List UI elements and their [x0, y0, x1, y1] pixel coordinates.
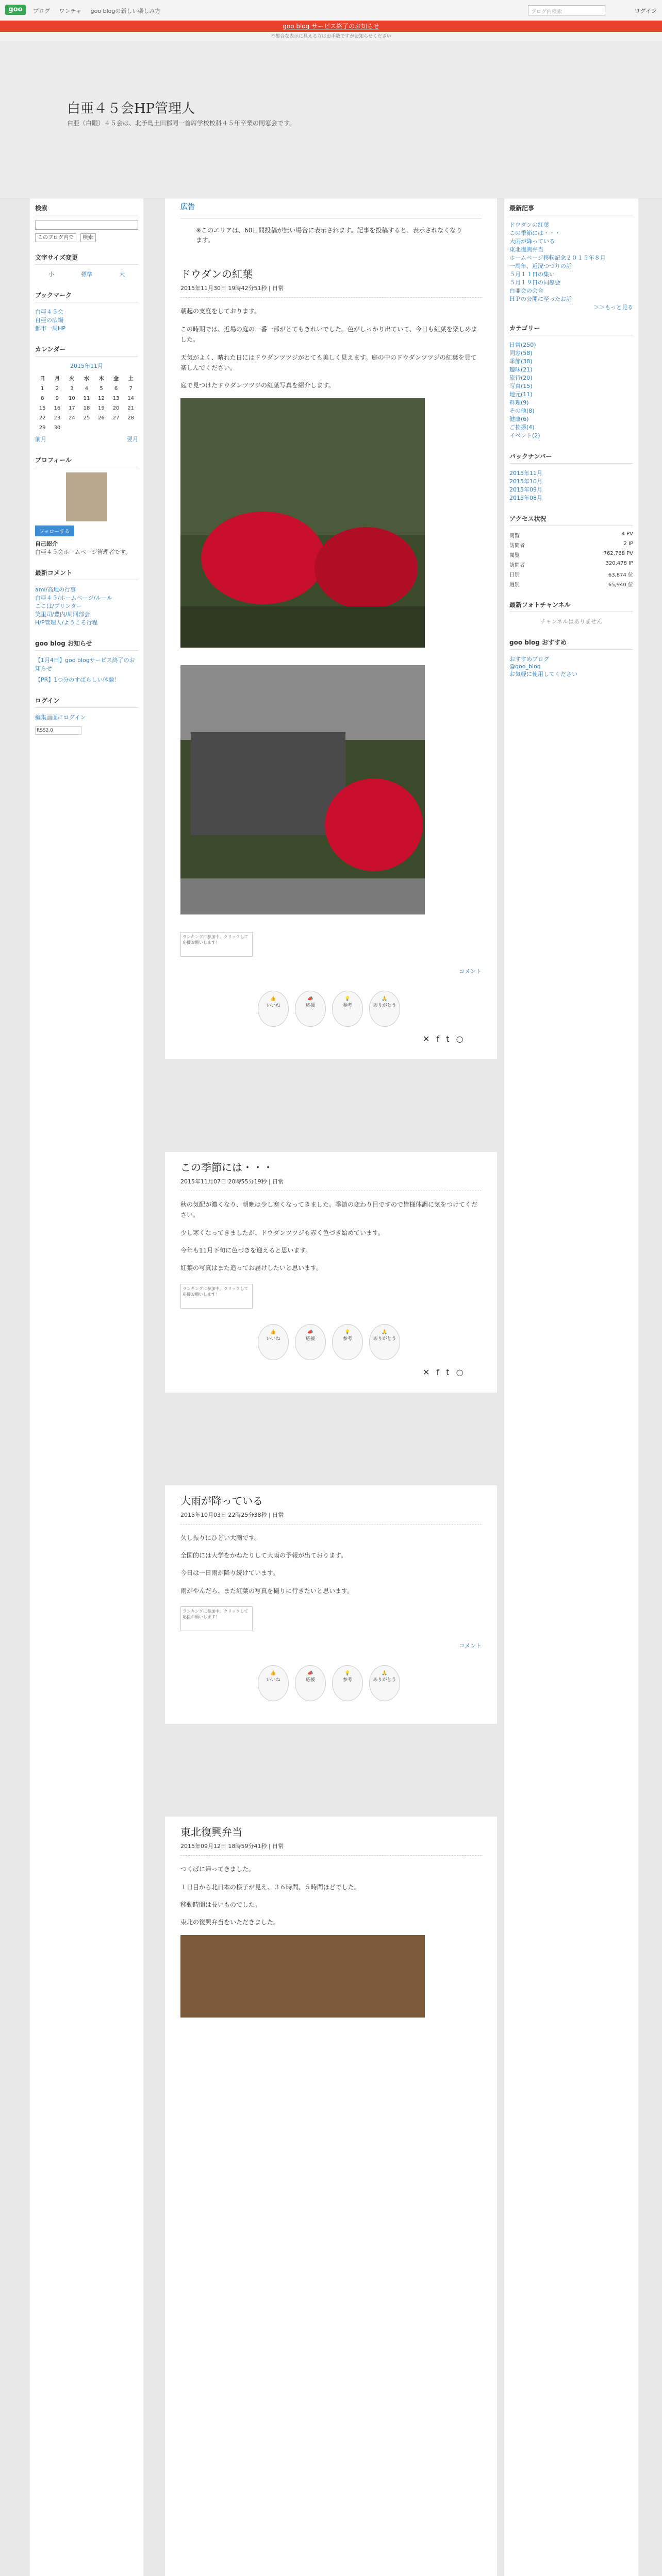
- stat-value: 762,768 PV: [603, 551, 633, 556]
- post-paragraph: 朝起の支度をしております。: [180, 308, 261, 315]
- reaction-bar: [258, 991, 482, 1027]
- nav-item-wancha[interactable]: ワンチャ: [59, 8, 82, 14]
- blog-description: 白亜（白眼）４５会は、北予島土田郡同一首席学校校科４５年卒業の同窓会です。: [67, 120, 296, 127]
- calendar-month: 2015年11月: [70, 363, 103, 369]
- post-paragraph: 天気がよく、晴れた日にはドウダンツツジがとても美しく見えます。庭の中のドウダンツツジの紅葉を見て楽しんでください。: [180, 353, 477, 371]
- search-button[interactable]: 検索: [80, 233, 96, 242]
- goo-news-item[interactable]: 【1月4日】goo blogサービス終了のお知らせ: [35, 657, 135, 672]
- reaction-ref[interactable]: 💡 参考: [332, 1665, 363, 1701]
- comment-item[interactable]: H/P管理人/ようこそ行程: [35, 619, 98, 626]
- post-photo[interactable]: [180, 665, 425, 914]
- comments-title: 最新コメント: [35, 568, 138, 580]
- post-date: 2015年09月12日 18時59分41秒 | 日常: [180, 1842, 482, 1856]
- bookmark-item[interactable]: 自亜の広場: [35, 317, 63, 324]
- font-large[interactable]: 大: [119, 271, 125, 278]
- post-title[interactable]: この季節には・・・: [180, 1161, 273, 1174]
- category-item[interactable]: イベント(2): [509, 432, 540, 439]
- post-date: 2015年11月07日 20時55分19秒 | 日常: [180, 1177, 482, 1191]
- stat-value: 4 PV: [621, 531, 633, 537]
- category-item[interactable]: 健康(6): [509, 416, 529, 422]
- post-paragraph: つくばに帰ってきました。: [180, 1866, 255, 1873]
- edit-login-link[interactable]: 編集画面にログイン: [35, 714, 86, 721]
- post-paragraph: 秋の気配が濃くなり、朝晩は少し寒くなってきました。季節の変わり目ですので皆様体調に気をつけてください。: [180, 1200, 478, 1219]
- post-date: 2015年11月30日 19時42分51秒 | 日常: [180, 284, 482, 298]
- category-item[interactable]: 写真(15): [509, 383, 533, 389]
- recent-title: 最新記事: [509, 204, 633, 215]
- category-title: カテゴリー: [509, 324, 633, 335]
- login-title: ログイン: [35, 696, 138, 708]
- category-item[interactable]: ご挨拶(4): [509, 424, 535, 431]
- post-separator: [165, 1059, 497, 1152]
- main-content: [165, 198, 497, 2576]
- reaction-ref[interactable]: 💡 参考: [332, 1324, 363, 1360]
- blog-header: [0, 41, 662, 198]
- reaction-cheer[interactable]: 📣 応援: [295, 1665, 326, 1701]
- bookmark-title: ブックマーク: [35, 291, 138, 302]
- ad-note: ※このエリアは、60日間投稿が無い場合に表示されます。記事を投稿すると、表示されなくなります。: [196, 227, 462, 244]
- top-nav: [33, 7, 168, 15]
- reaction-bar: [258, 1324, 482, 1360]
- post-title[interactable]: 東北復興弁当: [180, 1826, 242, 1839]
- right-sidebar: 最新記事 ドウダンの紅葉 この季節には・・・ 大雨が降っている 東北復興弁当 ホームページ移転記念２０１５年８月 一周年、近況つづりの話 ５月１１日の集い ５月１９日の同窓会 白亜会の会合 ＨＰの公開に至ったお話 ＞＞もっと見る カテゴリー 日常(250) 同窓(58) 季節(38) 趣味(21) 旅行(20) 写真(15) 地元(11) 料理(9) その他(8) 健康(6) ご挨拶(4) イベント(2) バックナンバー 2015年11月 2015年10月 2015年09月 2015年08月 アクセス状況 閲覧 4 PV 訪問者 2 IP 閲覧 762,768 PV 訪問者 320,478 IP 日別 63,874 位 週別 65,940 位 最新フォトチャンネル チャンネルはありません goo blog おすすめ おすすめブログ @goo_blog お気軽に使用してください: [504, 198, 638, 2576]
- reaction-thanks[interactable]: 🙏 ありがとう: [369, 1665, 400, 1701]
- post-paragraph: 久し振りにひどい大雨です。: [180, 1534, 261, 1541]
- recent-item[interactable]: ドウダンの紅葉: [509, 222, 549, 228]
- post: [165, 1824, 497, 2050]
- service-notice[interactable]: goo blog サービス終了のお知らせ: [0, 21, 662, 32]
- backnumber-item[interactable]: 2015年11月: [509, 470, 542, 477]
- post-paragraph: 今年も11月下旬に色づきを迎えると思います。: [180, 1246, 312, 1254]
- category-item[interactable]: 料理(9): [509, 399, 529, 406]
- comment-link[interactable]: コメント: [459, 968, 482, 975]
- category-item[interactable]: 日常(250): [509, 342, 536, 348]
- share-icons[interactable]: ✕ f t ○: [423, 1367, 466, 1377]
- ranking-banner[interactable]: ランキングに参加中。クリックして応援お願いします！: [180, 1606, 253, 1631]
- post: [165, 266, 497, 1059]
- category-item[interactable]: 趣味(21): [509, 366, 533, 373]
- post-paragraph: 今日は一日雨が降り続けています。: [180, 1569, 279, 1577]
- stat-value: 65,940 位: [608, 582, 633, 588]
- photo-channel-empty: チャンネルはありません: [540, 618, 603, 625]
- post-paragraph: この時期では、近場の庭の一番一部がとてもきれいでした。色がしっかり出ていて、今日も紅葉を楽しめました。: [180, 325, 477, 344]
- nav-item-new[interactable]: goo blogの新しい楽しみ方: [90, 8, 161, 14]
- stat-value: 63,874 位: [608, 572, 633, 578]
- post-paragraph: 紅葉の写真はまた追ってお届けしたいと思います。: [180, 1264, 323, 1272]
- calendar-prev[interactable]: 前月: [35, 436, 46, 443]
- goo-news-title: goo blog お知らせ: [35, 639, 138, 651]
- backnumber-title: バックナンバー: [509, 452, 633, 464]
- font-normal[interactable]: 標準: [81, 271, 92, 278]
- top-bar: [0, 0, 662, 21]
- recent-item[interactable]: ５月１９日の同窓会: [509, 279, 560, 286]
- post-photo[interactable]: [180, 398, 425, 648]
- reaction-bar: [258, 1665, 482, 1701]
- goo-logo[interactable]: goo: [5, 5, 26, 15]
- reaction-like[interactable]: 👍 いいね: [258, 1324, 289, 1360]
- profile-title: プロフィール: [35, 455, 138, 467]
- font-size-title: 文字サイズ変更: [35, 253, 138, 265]
- nav-item-blog[interactable]: ブログ: [33, 8, 50, 14]
- recent-item[interactable]: 大雨が降っている: [509, 238, 555, 245]
- category-item[interactable]: 地元(11): [509, 391, 533, 398]
- category-item[interactable]: 同窓(58): [509, 350, 533, 357]
- comment-item[interactable]: 笑里司/豊内/周回部会: [35, 611, 90, 618]
- avatar: [66, 472, 107, 521]
- rss-badge[interactable]: RSS2.0: [35, 726, 81, 735]
- stat-value: 2 IP: [623, 541, 633, 547]
- share-icons[interactable]: ✕ f t ○: [423, 1033, 466, 1044]
- stat-value: 320,478 IP: [605, 561, 633, 566]
- post: [165, 1493, 497, 1724]
- recent-item[interactable]: 東北復興弁当: [509, 246, 543, 253]
- backnumber-item[interactable]: 2015年08月: [509, 495, 542, 501]
- sub-notice: 不都合な表示に見える方はお手数ですがお知らせください: [0, 32, 662, 41]
- recent-item[interactable]: この季節には・・・: [509, 230, 560, 236]
- font-small[interactable]: 小: [48, 271, 54, 278]
- ad-label: 広告: [180, 198, 482, 218]
- scope-select[interactable]: このブログ内で: [35, 233, 76, 242]
- reaction-ref[interactable]: 💡 参考: [332, 991, 363, 1027]
- post-paragraph: 少し寒くなってきましたが、ドウダンツツジも赤く色づき始めています。: [180, 1229, 385, 1236]
- recent-item[interactable]: 一周年、近況つづりの話: [509, 263, 572, 269]
- post-separator: [165, 1393, 497, 1485]
- comment-item[interactable]: 白亜４５/ホームページ/ルール: [35, 595, 112, 601]
- post-separator: [165, 1724, 497, 1817]
- post-title[interactable]: ドウダンの紅葉: [180, 268, 253, 281]
- ranking-banner[interactable]: ランキングに参加中。クリックして応援お願いします！: [180, 932, 253, 957]
- post-paragraph: 雨がやんだら、また紅葉の写真を撮りに行きたいと思います。: [180, 1587, 354, 1595]
- reaction-thanks[interactable]: 🙏 ありがとう: [369, 991, 400, 1027]
- recent-item[interactable]: ホームページ移転記念２０１５年８月: [509, 255, 606, 261]
- backnumber-item[interactable]: 2015年09月: [509, 486, 542, 493]
- follow-button[interactable]: フォローする: [35, 526, 74, 536]
- access-title: アクセス状況: [509, 514, 633, 526]
- bookmark-item[interactable]: 都市一周HP: [35, 325, 65, 332]
- osusume-item[interactable]: おすすめブログ: [509, 656, 550, 663]
- bookmark-item[interactable]: 白亜４５会: [35, 309, 63, 315]
- backnumber-item[interactable]: 2015年10月: [509, 478, 542, 485]
- osusume-item[interactable]: @goo_blog: [509, 663, 541, 670]
- search-input[interactable]: ブログ内検索: [528, 5, 605, 15]
- post-paragraph: 移動時間は長いものでした。: [180, 1901, 261, 1909]
- category-item[interactable]: 季節(38): [509, 358, 533, 365]
- post-paragraph: 庭で見つけたドウダンツツジの紅葉写真を紹介します。: [180, 382, 335, 389]
- reaction-like[interactable]: 👍 いいね: [258, 1665, 289, 1701]
- calendar-title: カレンダー: [35, 345, 138, 357]
- profile-name: 自己紹介: [35, 540, 58, 547]
- goo-news-item[interactable]: 【PR】1つ分のすばらしい体験！: [35, 676, 120, 683]
- post-paragraph: １日目から北日本の様子が見え、３６時間、５時間ほどでした。: [180, 1883, 360, 1891]
- post: [165, 1159, 497, 1393]
- photo-channel-title: 最新フォトチャンネル: [509, 600, 633, 612]
- blog-title[interactable]: 白亜４５会HP管理人: [67, 101, 195, 116]
- left-sidebar: [30, 198, 143, 2576]
- reaction-thanks[interactable]: 🙏 ありがとう: [369, 1324, 400, 1360]
- category-item[interactable]: その他(8): [509, 408, 535, 414]
- recent-item[interactable]: 白亜会の会合: [509, 287, 543, 294]
- more-recent-link[interactable]: ＞＞もっと見る: [593, 304, 633, 311]
- reaction-cheer[interactable]: 📣 応援: [295, 1324, 326, 1360]
- search-title: 検索: [35, 204, 138, 215]
- post-date: 2015年10月03日 22時25分38秒 | 日常: [180, 1511, 482, 1524]
- recent-item[interactable]: ５月１１日の集い: [509, 271, 555, 278]
- comment-item[interactable]: ami/高地の行事: [35, 586, 76, 593]
- post-paragraph: 全国的には大学をかねたりして大雨の予報が出ております。: [180, 1552, 347, 1560]
- osusume-title: goo blog おすすめ: [509, 638, 633, 650]
- post-title[interactable]: 大雨が降っている: [180, 1494, 263, 1507]
- recent-item[interactable]: ＨＰの公開に至ったお話: [509, 296, 572, 302]
- post-paragraph: 東北の復興弁当をいただきました。: [180, 1919, 280, 1926]
- sidebar-search-field[interactable]: [35, 221, 138, 230]
- reaction-cheer[interactable]: 📣 応援: [295, 991, 326, 1027]
- login-link[interactable]: ログイン: [634, 8, 657, 14]
- calendar-table: 日 月 火 水 木 金 土 1 2 3 4 5 6 7 8 9 10 11 12 13 14 15 16 17 18 19 20 21 22 23 24 25 26 27 28 29 30: [39, 376, 135, 431]
- category-item[interactable]: 旅行(20): [509, 375, 533, 381]
- post-photo[interactable]: [180, 1935, 425, 2018]
- reaction-like[interactable]: 👍 いいね: [258, 991, 289, 1027]
- ranking-banner[interactable]: ランキングに参加中。クリックして応援お願いします！: [180, 1284, 253, 1309]
- profile-text: 白亜４５会ホームページ管理者です。: [35, 549, 131, 555]
- osusume-item[interactable]: お気軽に使用してください: [509, 671, 577, 677]
- calendar-next[interactable]: 翌月: [127, 436, 138, 443]
- comment-item[interactable]: ここは/プリンター: [35, 603, 82, 609]
- comment-link[interactable]: コメント: [459, 1642, 482, 1650]
